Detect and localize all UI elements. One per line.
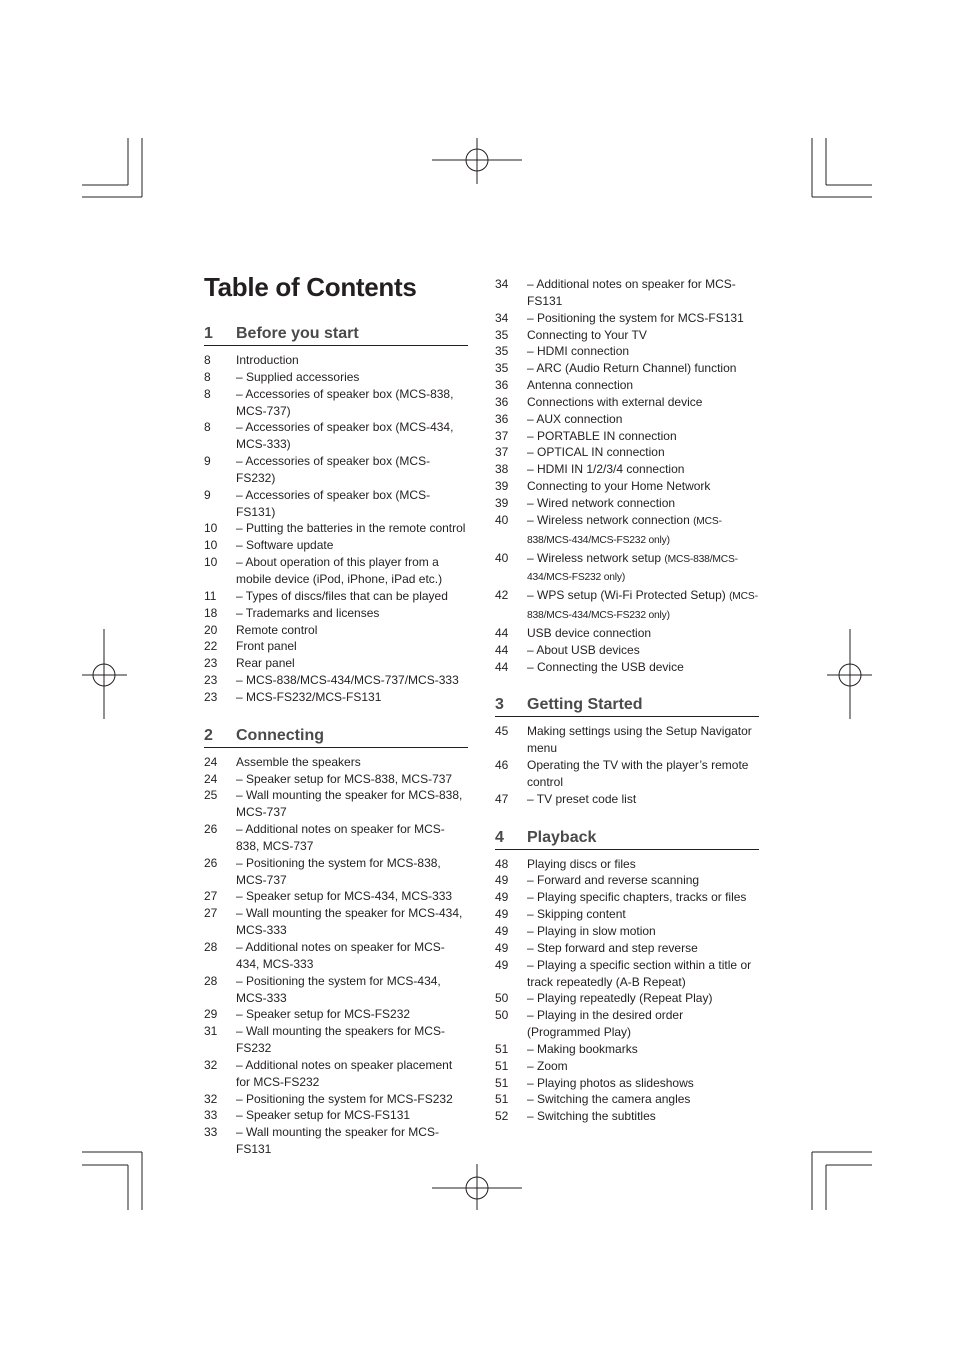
toc-page-number: 11 bbox=[204, 588, 217, 603]
toc-list bbox=[495, 856, 759, 1126]
toc-page-number: 47 bbox=[495, 791, 509, 806]
toc-entry[interactable] bbox=[495, 923, 759, 940]
toc-entry-title bbox=[236, 754, 468, 771]
toc-entry[interactable] bbox=[204, 655, 468, 672]
toc-entry-text: – About USB devices bbox=[527, 642, 640, 657]
toc-entry[interactable] bbox=[204, 771, 468, 788]
toc-entry[interactable] bbox=[204, 352, 468, 369]
toc-entry-title bbox=[236, 1124, 468, 1158]
toc-entry-title bbox=[236, 771, 468, 788]
section-title: Connecting bbox=[236, 726, 324, 744]
toc-entry[interactable] bbox=[204, 638, 468, 655]
toc-entry-title bbox=[527, 512, 759, 550]
toc-entry-text: – Step forward and step reverse bbox=[527, 940, 698, 955]
toc-entry-text: – TV preset code list bbox=[527, 791, 637, 806]
toc-entry[interactable] bbox=[495, 1007, 759, 1041]
toc-page-number: 36 bbox=[495, 394, 509, 409]
toc-entry-title bbox=[236, 453, 468, 487]
toc-entry[interactable] bbox=[495, 906, 759, 923]
toc-entry-title bbox=[236, 905, 468, 939]
toc-entry-title bbox=[527, 360, 759, 377]
toc-page-number: 27 bbox=[204, 906, 218, 921]
toc-entry-title bbox=[527, 791, 759, 808]
toc-entry-title bbox=[236, 605, 468, 622]
toc-entry[interactable] bbox=[495, 940, 759, 957]
toc-entry-text: Front panel bbox=[236, 639, 297, 654]
toc-entry-title bbox=[527, 990, 759, 1007]
toc-entry[interactable] bbox=[495, 1058, 759, 1075]
toc-entry[interactable] bbox=[495, 1075, 759, 1092]
toc-entry-title bbox=[527, 757, 759, 791]
toc-entry-text: – Additional notes on speaker for MCS-FS131 bbox=[527, 277, 736, 308]
toc-entry-title bbox=[527, 1075, 759, 1092]
section-heading bbox=[204, 325, 468, 346]
toc-entry-text: – Positioning the system for MCS-FS131 bbox=[527, 310, 744, 325]
toc-entry-title bbox=[236, 1057, 468, 1091]
toc-entry[interactable] bbox=[204, 419, 468, 453]
toc-page-number: 9 bbox=[204, 454, 211, 469]
toc-entry[interactable] bbox=[495, 872, 759, 889]
toc-entry[interactable] bbox=[204, 973, 468, 1007]
toc-entry[interactable] bbox=[495, 791, 759, 808]
toc-entry-text: – Positioning the system for MCS-838, MCS-737 bbox=[236, 855, 441, 887]
toc-page-number: 36 bbox=[495, 411, 509, 426]
toc-page-number: 45 bbox=[495, 724, 509, 739]
toc-entry-title bbox=[236, 537, 468, 554]
toc-entry[interactable] bbox=[204, 939, 468, 973]
section-title: Getting Started bbox=[527, 696, 643, 714]
toc-page-number: 42 bbox=[495, 588, 509, 603]
toc-entry-title bbox=[527, 394, 759, 411]
toc-entry[interactable] bbox=[495, 957, 759, 991]
toc-entry-title bbox=[527, 957, 759, 991]
toc-entry[interactable] bbox=[204, 1107, 468, 1124]
toc-entry-title bbox=[527, 625, 759, 642]
toc-entry-text: – MCS-FS232/MCS-FS131 bbox=[236, 689, 382, 704]
toc-entry-note: (MCS-838/MCS-434/MCS-FS232 only) bbox=[527, 553, 738, 584]
toc-entry[interactable] bbox=[495, 889, 759, 906]
toc-entry-title bbox=[236, 787, 468, 821]
toc-entry[interactable] bbox=[495, 428, 759, 445]
toc-entry[interactable] bbox=[495, 642, 759, 659]
toc-page-number: 40 bbox=[495, 512, 509, 527]
page-title: Table of Contents bbox=[204, 272, 417, 302]
toc-entry[interactable] bbox=[495, 327, 759, 344]
toc-entry-text: – Connecting the USB device bbox=[527, 659, 684, 674]
toc-entry[interactable] bbox=[495, 360, 759, 377]
toc-entry-title bbox=[236, 1107, 468, 1124]
toc-entry-text: Antenna connection bbox=[527, 378, 634, 393]
toc-page-number: 35 bbox=[495, 361, 509, 376]
toc-entry-text: – Speaker setup for MCS-FS232 bbox=[236, 1007, 411, 1022]
toc-entry-text: – OPTICAL IN connection bbox=[527, 445, 665, 460]
toc-entry[interactable] bbox=[204, 453, 468, 487]
toc-page-number: 40 bbox=[495, 550, 509, 565]
section-number: 4 bbox=[495, 828, 504, 846]
toc-entry-text: USB device connection bbox=[527, 625, 652, 640]
toc-page-number: 29 bbox=[204, 1007, 218, 1022]
toc-page-number: 51 bbox=[495, 1075, 509, 1090]
toc-entry-title bbox=[236, 1023, 468, 1057]
toc-entry[interactable] bbox=[495, 444, 759, 461]
toc-entry[interactable] bbox=[204, 787, 468, 821]
toc-page-number: 23 bbox=[204, 673, 218, 688]
toc-entry-text: – Trademarks and licenses bbox=[236, 605, 380, 620]
toc-entry-text: – Skipping content bbox=[527, 907, 626, 922]
toc-entry-title bbox=[236, 520, 468, 537]
toc-entry-text: – Playing specific chapters, tracks or files bbox=[527, 890, 747, 905]
toc-entry[interactable] bbox=[204, 888, 468, 905]
toc-entry[interactable] bbox=[495, 276, 759, 310]
toc-entry-text: – Playing repeatedly (Repeat Play) bbox=[527, 991, 713, 1006]
toc-entry[interactable] bbox=[495, 587, 759, 625]
toc-entry-text: Connecting to your Home Network bbox=[527, 479, 711, 494]
toc-list bbox=[495, 276, 759, 675]
toc-entry-title bbox=[527, 461, 759, 478]
toc-entry[interactable] bbox=[495, 461, 759, 478]
toc-page-number: 39 bbox=[495, 479, 509, 494]
toc-entry-note: (MCS-838/MCS-434/MCS-FS232 only) bbox=[527, 515, 722, 546]
toc-entry-title bbox=[527, 1058, 759, 1075]
toc-entry[interactable] bbox=[495, 1091, 759, 1108]
toc-entry-title bbox=[527, 642, 759, 659]
toc-page-number: 18 bbox=[204, 605, 218, 620]
toc-entry-title bbox=[527, 1091, 759, 1108]
toc-page-number: 46 bbox=[495, 758, 509, 773]
toc-entry-text: – Accessories of speaker box (MCS-434, MCS-333) bbox=[236, 420, 454, 452]
toc-entry-title bbox=[236, 554, 468, 588]
toc-entry-text: – Positioning the system for MCS-434, MCS-333 bbox=[236, 973, 441, 1005]
toc-page-number: 32 bbox=[204, 1091, 218, 1106]
toc-list bbox=[204, 754, 468, 1158]
toc-entry[interactable] bbox=[204, 487, 468, 521]
section-heading bbox=[204, 727, 468, 748]
toc-entry[interactable] bbox=[204, 520, 468, 537]
toc-entry-text: Connections with external device bbox=[527, 394, 703, 409]
toc-page-number: 49 bbox=[495, 924, 509, 938]
toc-entry[interactable] bbox=[204, 386, 468, 420]
toc-entry-title bbox=[236, 352, 468, 369]
toc-entry-text: – Forward and reverse scanning bbox=[527, 873, 700, 888]
toc-entry-title bbox=[236, 672, 468, 689]
toc-section bbox=[495, 829, 759, 1126]
toc-entry-text: – Supplied accessories bbox=[236, 369, 360, 384]
toc-entry-title bbox=[236, 487, 468, 521]
section-heading bbox=[495, 829, 759, 850]
toc-entry-text: – MCS-838/MCS-434/MCS-737/MCS-333 bbox=[236, 673, 459, 688]
toc-entry-text: – Software update bbox=[236, 538, 334, 553]
toc-page-number: 8 bbox=[204, 369, 211, 384]
toc-entry-title bbox=[527, 428, 759, 445]
section-heading bbox=[495, 696, 759, 717]
toc-entry-text: Introduction bbox=[236, 353, 299, 367]
toc-column-left bbox=[204, 325, 468, 1179]
toc-page-number: 49 bbox=[495, 940, 509, 955]
toc-page-number: 51 bbox=[495, 1041, 509, 1056]
toc-entry-text: – Speaker setup for MCS-FS131 bbox=[236, 1108, 411, 1123]
toc-column-right bbox=[495, 276, 759, 1146]
toc-entry-text: – PORTABLE IN connection bbox=[527, 428, 677, 443]
toc-entry[interactable] bbox=[495, 856, 759, 873]
toc-entry-text: – About operation of this player from a mobile device (iPod, iPhone, iPad etc.) bbox=[236, 555, 443, 586]
toc-entry[interactable] bbox=[495, 990, 759, 1007]
toc-page-number: 31 bbox=[204, 1024, 218, 1039]
toc-section bbox=[495, 696, 759, 807]
toc-entry-title bbox=[527, 411, 759, 428]
toc-entry-text: – Playing in the desired order (Programmed Play) bbox=[527, 1008, 684, 1040]
toc-page-number: 26 bbox=[204, 855, 218, 870]
toc-page-number: 35 bbox=[495, 344, 509, 359]
toc-entry-title bbox=[236, 1091, 468, 1108]
toc-page-number: 10 bbox=[204, 521, 218, 536]
toc-entry[interactable] bbox=[204, 1057, 468, 1091]
toc-page-number: 24 bbox=[204, 754, 218, 769]
section-title: Before you start bbox=[236, 325, 359, 342]
toc-entry-text: – ARC (Audio Return Channel) function bbox=[527, 361, 737, 376]
toc-entry[interactable] bbox=[204, 905, 468, 939]
toc-entry-title bbox=[236, 638, 468, 655]
toc-entry-title bbox=[236, 588, 468, 605]
toc-entry[interactable] bbox=[495, 659, 759, 676]
toc-entry-text: – WPS setup (Wi-Fi Protected Setup) bbox=[527, 588, 730, 603]
toc-entry-title bbox=[527, 377, 759, 394]
toc-page-number: 44 bbox=[495, 625, 509, 640]
toc-page-number: 10 bbox=[204, 555, 218, 570]
toc-entry-text: – Switching the subtitles bbox=[527, 1109, 656, 1124]
toc-page-number: 39 bbox=[495, 495, 509, 510]
toc-entry[interactable] bbox=[495, 757, 759, 791]
toc-entry-title bbox=[527, 906, 759, 923]
toc-page-number: 33 bbox=[204, 1108, 218, 1123]
section-number: 1 bbox=[204, 325, 213, 342]
toc-entry-title bbox=[527, 856, 759, 873]
toc-entry-text: Assemble the speakers bbox=[236, 754, 361, 769]
toc-entry[interactable] bbox=[204, 588, 468, 605]
toc-entry[interactable] bbox=[495, 512, 759, 550]
toc-page-number: 10 bbox=[204, 538, 218, 553]
toc-entry-text: – Wall mounting the speaker for MCS-FS131 bbox=[236, 1125, 439, 1157]
toc-entry[interactable] bbox=[204, 605, 468, 622]
toc-page-number: 34 bbox=[495, 277, 509, 291]
toc-page-number: 38 bbox=[495, 462, 509, 477]
toc-entry[interactable] bbox=[204, 754, 468, 771]
toc-entry-title bbox=[236, 655, 468, 672]
toc-entry[interactable] bbox=[495, 377, 759, 394]
toc-entry-title bbox=[527, 550, 759, 588]
toc-entry-title bbox=[527, 659, 759, 676]
toc-entry-text: – Accessories of speaker box (MCS-FS232) bbox=[236, 454, 431, 485]
toc-entry-title bbox=[527, 940, 759, 957]
toc-entry[interactable] bbox=[204, 622, 468, 639]
toc-page-number: 32 bbox=[204, 1057, 218, 1072]
toc-page-number: 44 bbox=[495, 659, 509, 674]
toc-entry-title bbox=[527, 310, 759, 327]
toc-page-number: 8 bbox=[204, 386, 211, 401]
toc-page-number: 27 bbox=[204, 889, 218, 904]
toc-entry[interactable] bbox=[495, 310, 759, 327]
toc-entry-text: – Wired network connection bbox=[527, 495, 676, 510]
toc-entry-title bbox=[527, 1007, 759, 1041]
toc-entry-text: – Speaker setup for MCS-434, MCS-333 bbox=[236, 889, 453, 904]
toc-entry[interactable] bbox=[204, 672, 468, 689]
toc-entry-title bbox=[236, 689, 468, 706]
toc-entry-text: Making settings using the Setup Navigator menu bbox=[527, 724, 752, 756]
toc-entry-text: – Accessories of speaker box (MCS-FS131) bbox=[236, 487, 431, 519]
toc-entry-text: – HDMI IN 1/2/3/4 connection bbox=[527, 462, 685, 477]
toc-page-number: 8 bbox=[204, 353, 211, 367]
toc-list bbox=[204, 352, 468, 706]
toc-entry[interactable] bbox=[495, 625, 759, 642]
toc-entry[interactable] bbox=[495, 343, 759, 360]
toc-entry-text: – HDMI connection bbox=[527, 344, 630, 359]
toc-entry-title bbox=[527, 587, 759, 625]
toc-page-number: 34 bbox=[495, 310, 509, 325]
toc-entry-text: – Putting the batteries in the remote control bbox=[236, 521, 466, 536]
toc-entry-title bbox=[236, 821, 468, 855]
toc-page-number: 37 bbox=[495, 428, 509, 443]
toc-entry[interactable] bbox=[204, 1091, 468, 1108]
toc-page-number: 26 bbox=[204, 822, 218, 837]
toc-page-number: 51 bbox=[495, 1092, 509, 1107]
toc-section bbox=[204, 727, 468, 1158]
toc-page-number: 8 bbox=[204, 420, 211, 435]
toc-page-number: 52 bbox=[495, 1109, 509, 1124]
toc-page-number: 49 bbox=[495, 957, 509, 972]
toc-entry-title bbox=[236, 973, 468, 1007]
toc-entry-text: – Playing photos as slideshows bbox=[527, 1075, 694, 1090]
toc-entry[interactable] bbox=[204, 855, 468, 889]
toc-entry[interactable] bbox=[495, 1108, 759, 1125]
toc-entry-title bbox=[236, 939, 468, 973]
toc-entry-text: – Switching the camera angles bbox=[527, 1092, 691, 1107]
toc-entry-text: – Playing a specific section within a title or track repeatedly (A-B Repeat) bbox=[527, 957, 752, 989]
toc-entry[interactable] bbox=[495, 394, 759, 411]
toc-entry-text: Playing discs or files bbox=[527, 856, 636, 871]
toc-entry-title bbox=[527, 327, 759, 344]
toc-entry[interactable] bbox=[204, 369, 468, 386]
toc-entry-text: – Playing in slow motion bbox=[527, 924, 656, 938]
toc-list bbox=[495, 723, 759, 807]
toc-page-number: 23 bbox=[204, 656, 218, 671]
toc-entry-note: (MCS-838/MCS-434/MCS-FS232 only) bbox=[527, 591, 758, 622]
section-number: 3 bbox=[495, 696, 504, 714]
toc-entry-text: Remote control bbox=[236, 622, 318, 637]
toc-entry-title bbox=[527, 889, 759, 906]
toc-page-number: 28 bbox=[204, 940, 218, 954]
toc-page-number: 24 bbox=[204, 771, 218, 786]
toc-entry-text: – Speaker setup for MCS-838, MCS-737 bbox=[236, 771, 453, 786]
toc-page-number: 20 bbox=[204, 622, 218, 637]
toc-entry-text: Rear panel bbox=[236, 656, 295, 671]
toc-page-number: 44 bbox=[495, 642, 509, 657]
toc-entry[interactable] bbox=[204, 1124, 468, 1158]
toc-page-number: 37 bbox=[495, 445, 509, 460]
toc-entry-text: – Wall mounting the speakers for MCS-FS232 bbox=[236, 1024, 445, 1056]
toc-entry-title bbox=[527, 444, 759, 461]
section-number: 2 bbox=[204, 726, 213, 744]
toc-entry-title bbox=[236, 1006, 468, 1023]
toc-entry[interactable] bbox=[204, 1023, 468, 1057]
toc-entry-text: – Wall mounting the speaker for MCS-838, MCS-737 bbox=[236, 788, 463, 820]
toc-entry-text: – AUX connection bbox=[527, 411, 623, 426]
toc-page-number: 49 bbox=[495, 907, 509, 922]
toc-entry[interactable] bbox=[495, 723, 759, 757]
toc-entry-text: Connecting to Your TV bbox=[527, 327, 647, 342]
toc-entry-title bbox=[527, 276, 759, 310]
toc-entry-title bbox=[236, 386, 468, 420]
toc-entry-text: – Additional notes on speaker for MCS-434, MCS-333 bbox=[236, 940, 445, 971]
toc-page-number: 51 bbox=[495, 1058, 509, 1073]
toc-entry-text: – Wireless network connection bbox=[527, 512, 694, 527]
toc-page-number: 28 bbox=[204, 973, 218, 988]
toc-entry-title bbox=[236, 855, 468, 889]
toc-entry-text: – Wireless network setup bbox=[527, 550, 665, 565]
toc-entry[interactable] bbox=[204, 821, 468, 855]
toc-entry[interactable] bbox=[495, 478, 759, 495]
toc-page-number: 23 bbox=[204, 689, 218, 704]
toc-page-number: 33 bbox=[204, 1125, 218, 1140]
toc-entry-text: – Wall mounting the speaker for MCS-434, MCS-333 bbox=[236, 906, 463, 938]
toc-entry[interactable] bbox=[204, 1006, 468, 1023]
toc-entry[interactable] bbox=[204, 537, 468, 554]
toc-page-number: 50 bbox=[495, 1008, 509, 1023]
toc-entry[interactable] bbox=[495, 495, 759, 512]
toc-section bbox=[204, 325, 468, 706]
toc-page-number: 49 bbox=[495, 873, 509, 888]
section-title: Playback bbox=[527, 828, 597, 846]
toc-entry-text: – Types of discs/files that can be played bbox=[236, 588, 448, 603]
toc-entry-text: – Making bookmarks bbox=[527, 1041, 638, 1056]
toc-entry-text: – Accessories of speaker box (MCS-838, MCS-737) bbox=[236, 386, 454, 418]
toc-section bbox=[495, 276, 759, 675]
toc-entry[interactable] bbox=[495, 1041, 759, 1058]
toc-entry-title bbox=[527, 923, 759, 940]
toc-entry-title bbox=[527, 872, 759, 889]
toc-entry-text: – Additional notes on speaker placement for MCS-FS232 bbox=[236, 1057, 453, 1089]
toc-entry-text: – Additional notes on speaker for MCS-838, MCS-737 bbox=[236, 822, 445, 853]
toc-page-number: 22 bbox=[204, 639, 218, 654]
toc-page-number: 48 bbox=[495, 856, 509, 871]
toc-entry-title bbox=[236, 622, 468, 639]
toc-entry-title bbox=[527, 343, 759, 360]
toc-entry-text: – Positioning the system for MCS-FS232 bbox=[236, 1091, 453, 1106]
toc-entry[interactable] bbox=[495, 411, 759, 428]
toc-entry-title bbox=[236, 369, 468, 386]
toc-entry-title bbox=[527, 495, 759, 512]
toc-entry-title bbox=[527, 478, 759, 495]
toc-page-number: 25 bbox=[204, 788, 218, 803]
toc-entry[interactable] bbox=[204, 689, 468, 706]
toc-page-number: 50 bbox=[495, 991, 509, 1006]
toc-entry-title bbox=[236, 419, 468, 453]
toc-page-number: 35 bbox=[495, 327, 509, 342]
toc-entry-text: – Zoom bbox=[527, 1058, 568, 1073]
toc-entry-title bbox=[236, 888, 468, 905]
toc-entry-text: Operating the TV with the player’s remote control bbox=[527, 758, 749, 789]
toc-entry-title bbox=[527, 723, 759, 757]
toc-page-number: 49 bbox=[495, 890, 509, 905]
toc-page-number: 36 bbox=[495, 378, 509, 393]
toc-entry[interactable] bbox=[495, 550, 759, 588]
toc-entry-title bbox=[527, 1041, 759, 1058]
toc-page-number: 9 bbox=[204, 487, 211, 502]
toc-entry-title bbox=[527, 1108, 759, 1125]
toc-entry[interactable] bbox=[204, 554, 468, 588]
